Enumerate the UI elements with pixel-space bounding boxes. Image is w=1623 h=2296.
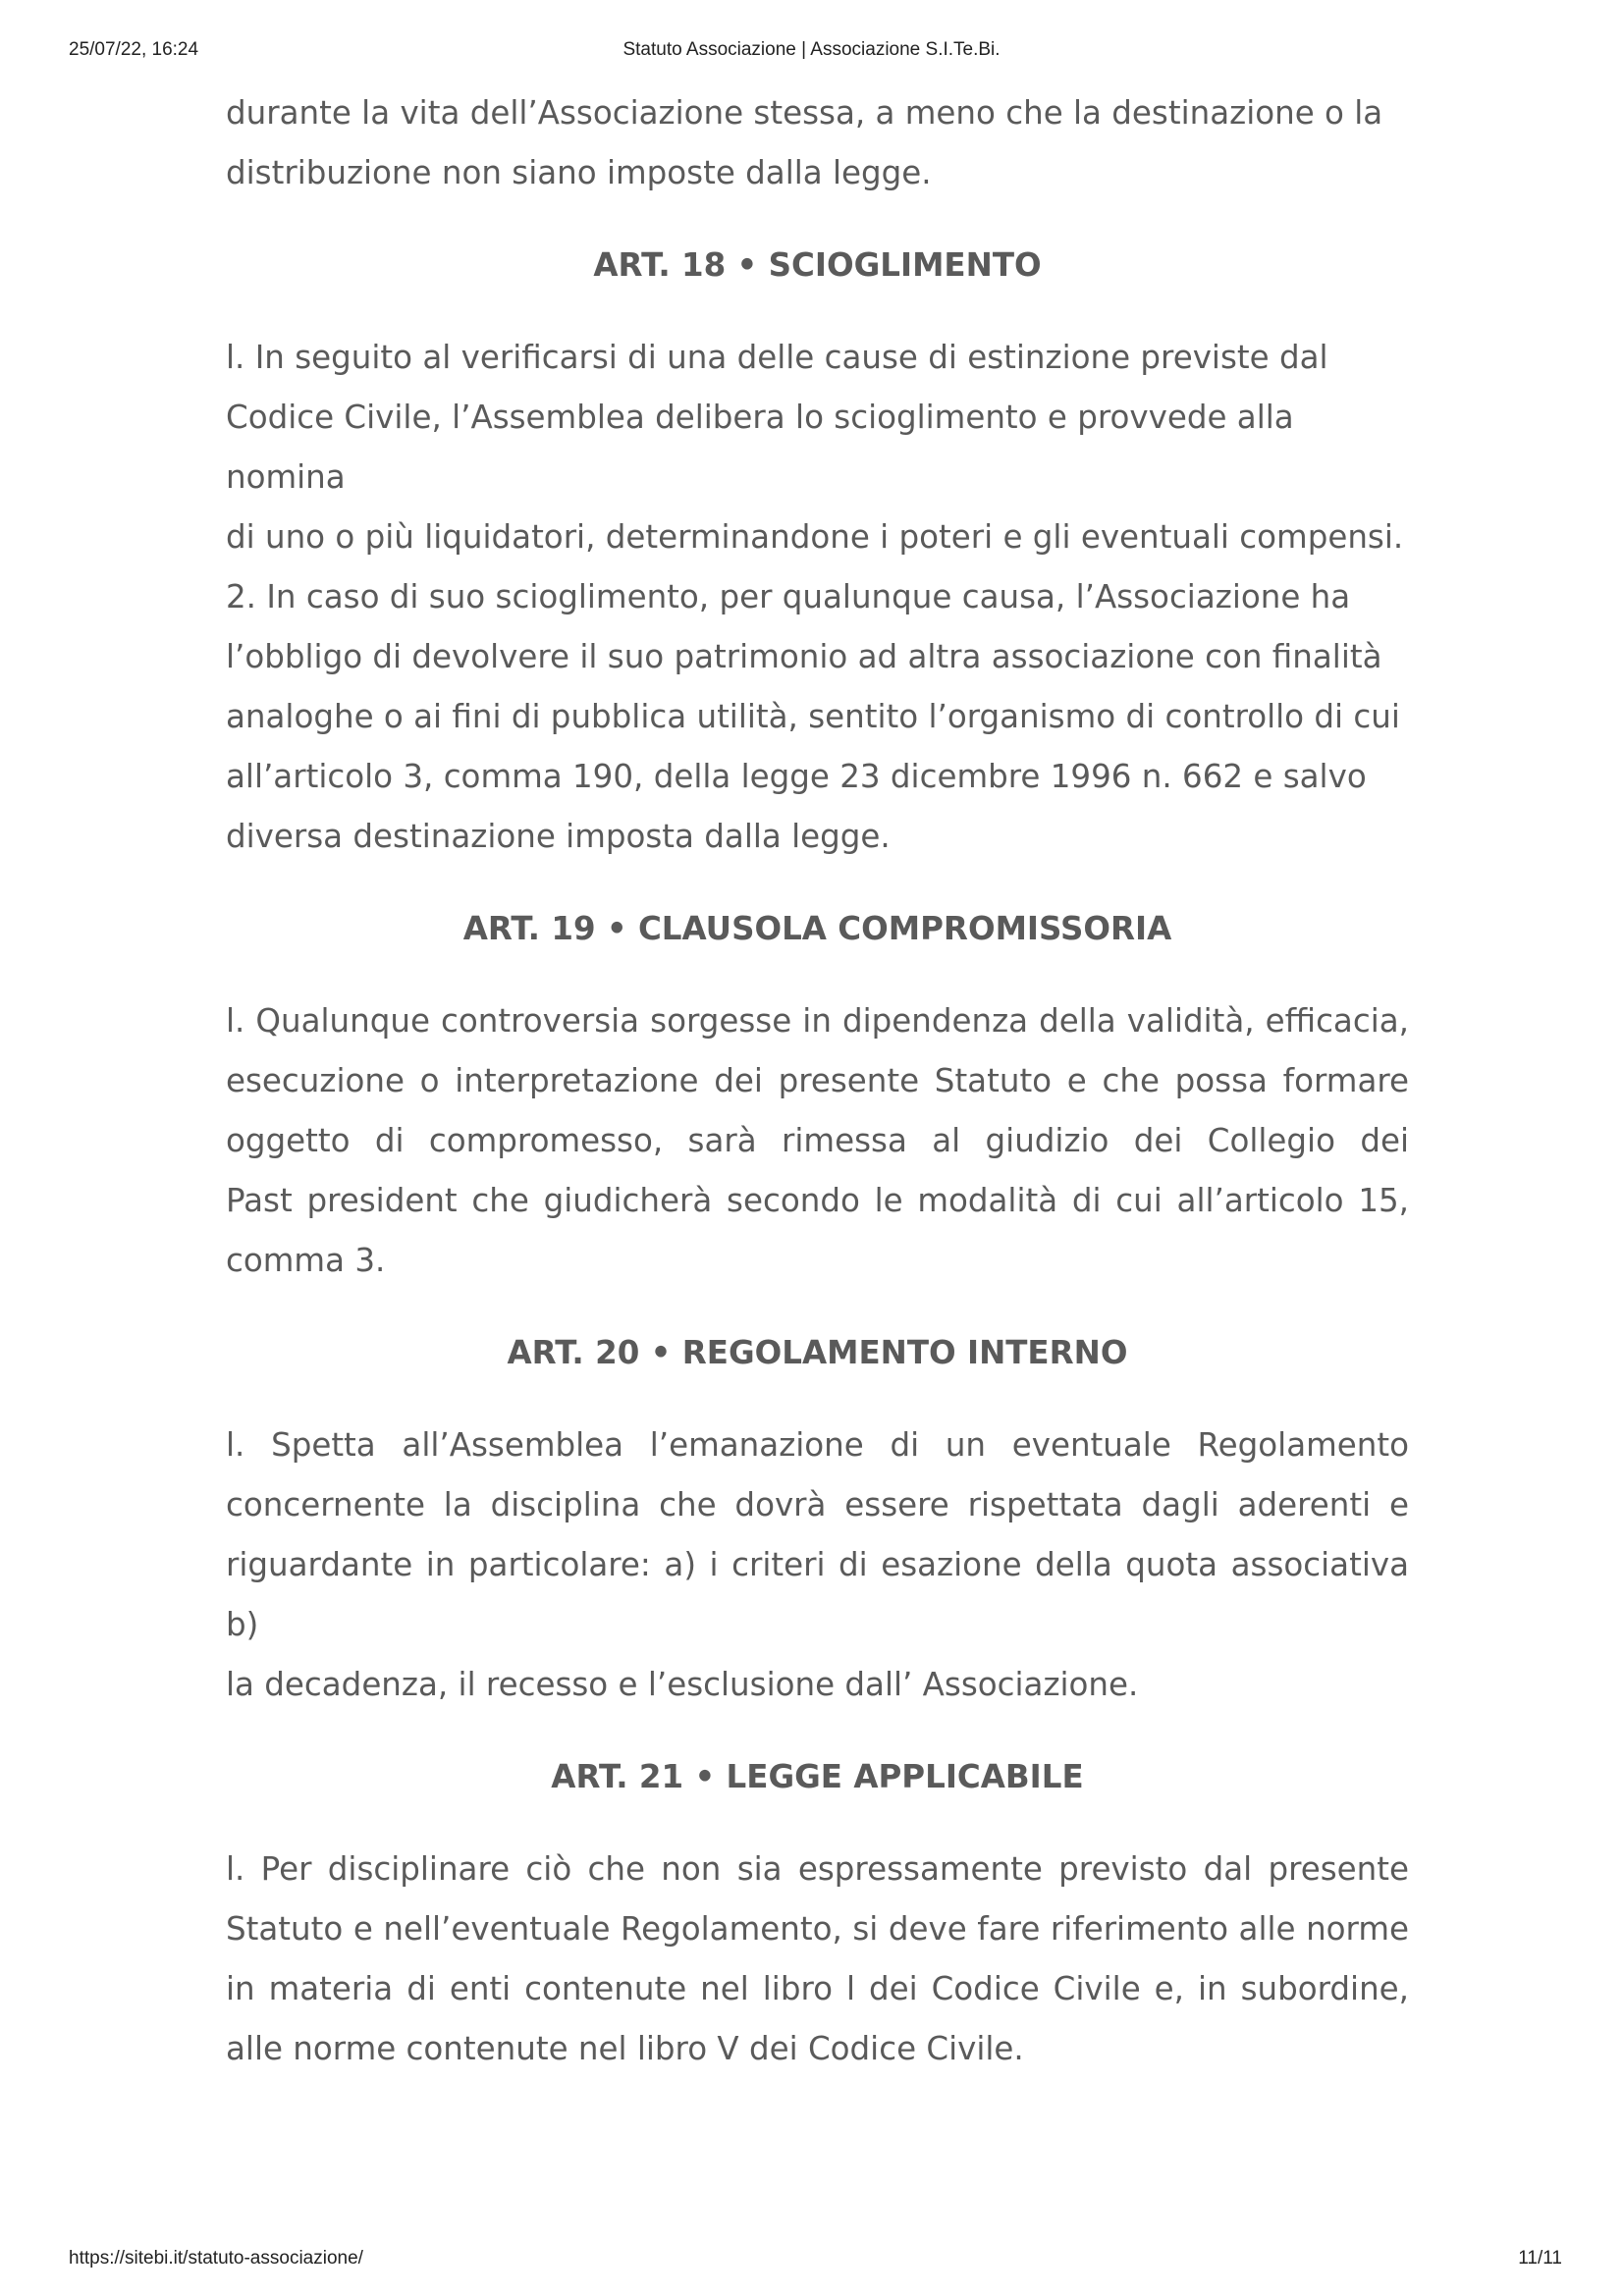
text-line: oggetto di compromesso, sarà rimessa al giudizio dei Collegio dei — [226, 1122, 1409, 1159]
text-line: alle norme contenute nel libro V dei Codice Civile. — [226, 2030, 1024, 2067]
article-body-21 — [226, 1840, 1409, 2079]
article-body-18 — [226, 328, 1409, 867]
print-footer-page-number: 11/11 — [1518, 2248, 1562, 2269]
text-line: la decadenza, il recesso e l’esclusione dall’ Associazione. — [226, 1666, 1139, 1703]
document-content — [226, 83, 1409, 2079]
article-heading-18: ART. 18 • SCIOGLIMENTO — [593, 246, 1042, 284]
print-header-datetime: 25/07/22, 16:24 — [69, 39, 199, 60]
article-heading-19: ART. 19 • CLAUSOLA COMPROMISSORIA — [462, 910, 1172, 947]
article-heading-21: ART. 21 • LEGGE APPLICABILE — [551, 1758, 1084, 1795]
text-line: durante la vita dell’Associazione stessa, a meno che la destinazione o la — [226, 94, 1383, 132]
text-line: all’articolo 3, comma 190, della legge 23 dicembre 1996 n. 662 e salvo — [226, 758, 1367, 795]
text-line: riguardante in particolare: a) i criteri di esazione della quota associativa b) — [226, 1546, 1409, 1643]
text-line: in materia di enti contenute nel libro l dei Codice Civile e, in subordine, — [226, 1970, 1409, 2007]
print-header-title: Statuto Associazione | Associazione S.I.Te.Bi. — [622, 39, 1001, 60]
text-line: analoghe o ai fini di pubblica utilità, sentito l’organismo di controllo di cui — [226, 698, 1400, 735]
text-line: esecuzione o interpretazione dei presente Statuto e che possa formare — [226, 1062, 1409, 1099]
text-line: di uno o più liquidatori, determinandone i poteri e gli eventuali compensi. — [226, 518, 1404, 556]
text-line: comma 3. — [226, 1242, 386, 1279]
text-line: diversa destinazione imposta dalla legge. — [226, 818, 891, 855]
print-footer-url: https://sitebi.it/statuto-associazione/ — [69, 2248, 363, 2269]
intro-paragraph — [226, 83, 1409, 203]
text-line: l. Per disciplinare ciò che non sia espressamente previsto dal presente — [226, 1850, 1409, 1888]
text-line: l’obbligo di devolvere il suo patrimonio ad altra associazione con finalità — [226, 638, 1382, 675]
text-line: Past president che giudicherà secondo le modalità di cui all’articolo 15, — [226, 1182, 1409, 1219]
text-line: concernente la disciplina che dovrà essere rispettata dagli aderenti e — [226, 1486, 1409, 1523]
text-line: distribuzione non siano imposte dalla legge. — [226, 154, 932, 191]
text-line: l. Spetta all’Assemblea l’emanazione di un eventuale Regolamento — [226, 1426, 1409, 1464]
text-line: l. In seguito al verificarsi di una delle cause di estinzione previste dal — [226, 339, 1328, 376]
text-line: Codice Civile, l’Assemblea delibera lo scioglimento e provvede alla nomina — [226, 399, 1294, 496]
text-line: l. Qualunque controversia sorgesse in dipendenza della validità, efficacia, — [226, 1002, 1409, 1040]
text-line: Statuto e nell’eventuale Regolamento, si deve fare riferimento alle norme — [226, 1910, 1409, 1948]
article-heading-20: ART. 20 • REGOLAMENTO INTERNO — [507, 1334, 1128, 1371]
print-header — [0, 39, 1623, 69]
article-body-19 — [226, 991, 1409, 1291]
article-body-20 — [226, 1415, 1409, 1715]
print-footer — [0, 2248, 1623, 2277]
text-line: 2. In caso di suo scioglimento, per qualunque causa, l’Associazione ha — [226, 578, 1351, 615]
